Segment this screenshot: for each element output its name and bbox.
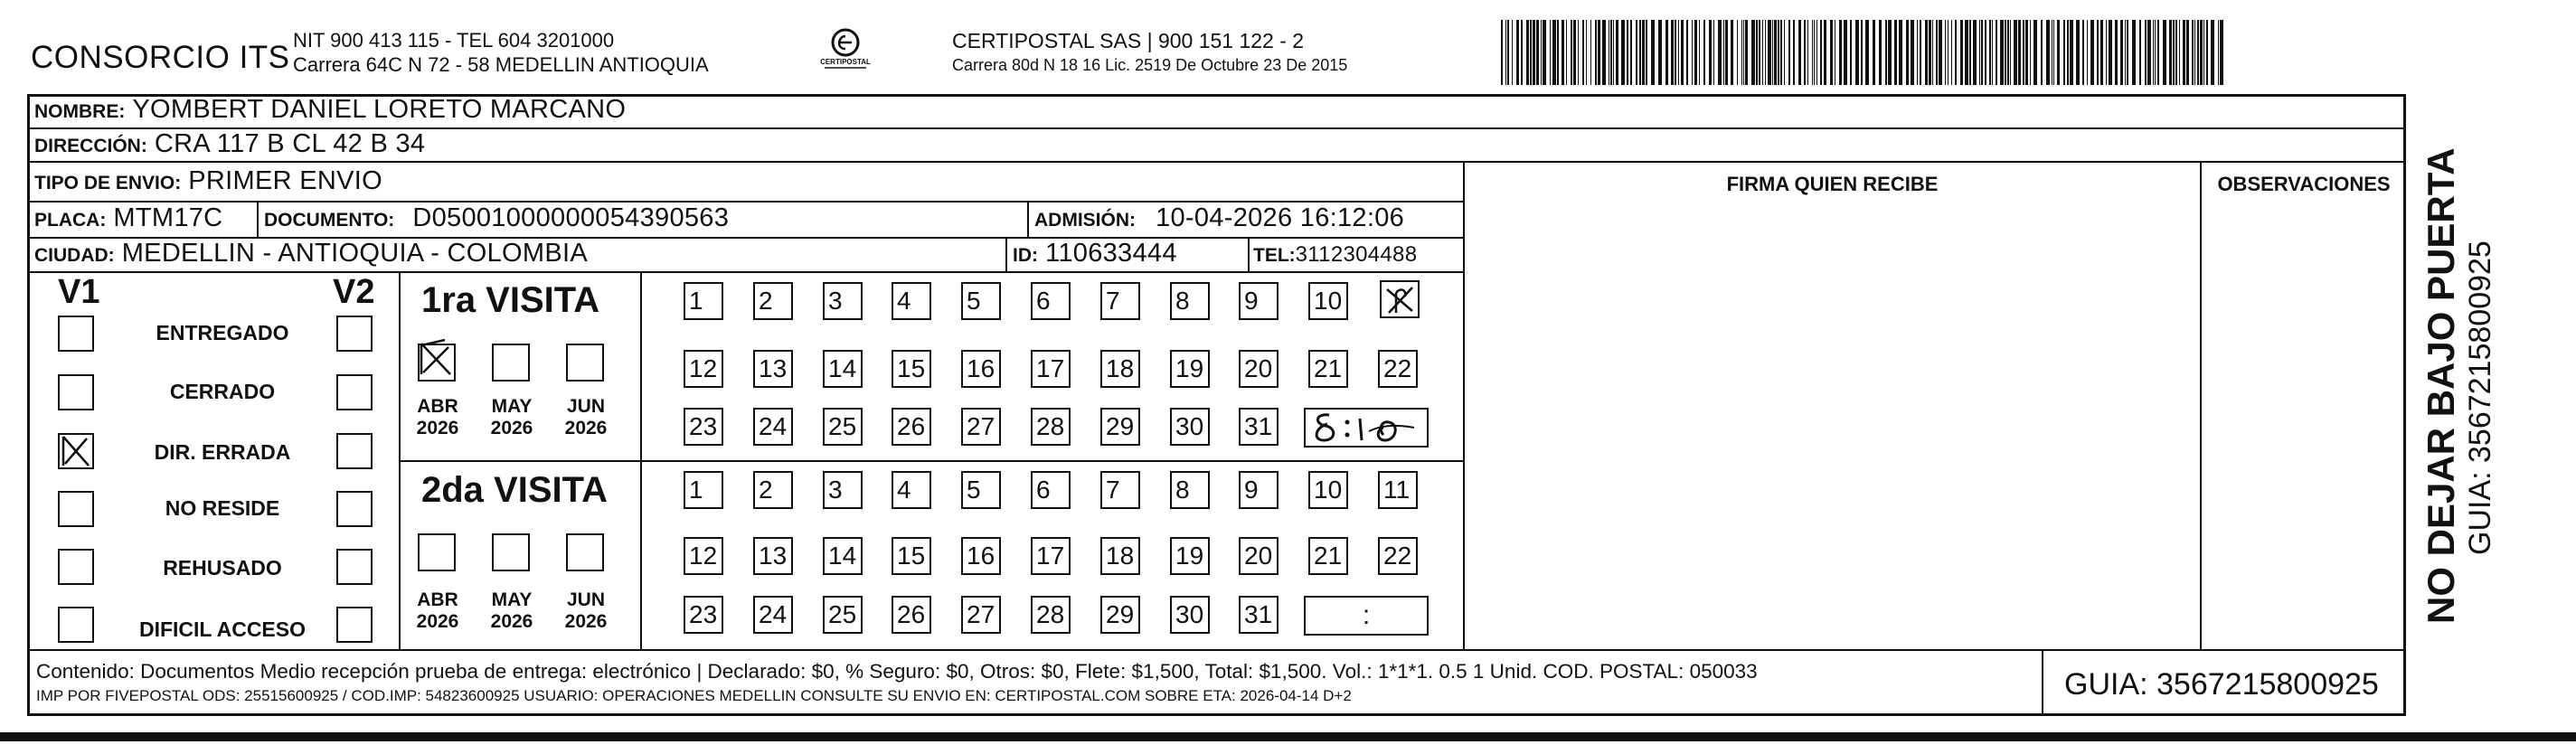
month-year: 2026 — [564, 418, 608, 438]
company-address-line: Carrera 64C N 72 - 58 MEDELLIN ANTIOQUIA — [293, 53, 709, 76]
day-4-checkbox[interactable]: 4 — [892, 471, 931, 509]
day-30-checkbox[interactable]: 30 — [1170, 596, 1210, 634]
visit-2-month-label-abr — [409, 589, 467, 633]
status-label-dir-errada: DIR. ERRADA — [154, 440, 291, 464]
month-year: 2026 — [416, 611, 459, 632]
v2-checkbox-rehusado[interactable] — [336, 549, 373, 585]
visit-1-month-label-jun — [557, 396, 615, 439]
name-label: NOMBRE: — [34, 101, 126, 122]
day-23-checkbox[interactable]: 23 — [684, 596, 723, 634]
month-name: MAY — [491, 396, 533, 417]
day-24-checkbox[interactable]: 24 — [753, 408, 793, 446]
day-9-checkbox[interactable]: 9 — [1239, 282, 1279, 320]
side-guia-number: GUIA: 3567215800925 — [2463, 240, 2497, 555]
day-8-checkbox[interactable]: 8 — [1170, 282, 1210, 320]
day-15-checkbox[interactable]: 15 — [892, 537, 931, 575]
v1-checkbox-cerrado[interactable] — [58, 374, 94, 410]
footer-guia-number: GUIA: 3567215800925 — [2064, 667, 2379, 702]
visit-2-month-label-may — [483, 589, 541, 633]
day-17-checkbox[interactable]: 17 — [1031, 350, 1071, 388]
day-14-checkbox[interactable]: 14 — [823, 537, 863, 575]
id-value: 110633444 — [1045, 239, 1177, 268]
day-6-checkbox[interactable]: 6 — [1031, 282, 1071, 320]
visit-2-month-label-jun — [557, 589, 615, 633]
v2-checkbox-no-reside[interactable] — [336, 491, 373, 527]
visit-2-time-box[interactable]: : — [1304, 596, 1429, 636]
day-27-checkbox[interactable]: 27 — [961, 408, 1001, 446]
month-name: JUN — [566, 589, 605, 610]
v1-checkbox-dir-errada[interactable] — [58, 433, 94, 469]
day-1-checkbox[interactable]: 1 — [684, 282, 723, 320]
handwritten-time-icon — [1306, 410, 1427, 446]
day-31-checkbox[interactable]: 31 — [1239, 408, 1279, 446]
visit-2-month-checkbox-may[interactable] — [492, 533, 530, 571]
day-22-checkbox[interactable]: 22 — [1378, 350, 1418, 388]
day-19-checkbox[interactable]: 19 — [1170, 350, 1210, 388]
footer-print-line: IMP POR FIVEPOSTAL ODS: 25515600925 / COD.IMP: 54823600925 USUARIO: OPERACIONES MEDELLIN CONSULTE SU ENVIO EN: CERTIPOSTAL.COM SOBRE ETA: 2026-04-14 D+2 — [36, 687, 1352, 704]
visit-1-month-checkbox-jun[interactable] — [566, 344, 604, 382]
day-2-checkbox[interactable]: 2 — [753, 471, 793, 509]
plate-label: PLACA: — [34, 210, 107, 231]
id-field — [1013, 239, 1177, 269]
tel-field — [1253, 242, 1417, 268]
day-22-checkbox[interactable]: 22 — [1378, 537, 1418, 575]
visit-2-month-checkbox-jun[interactable] — [566, 533, 604, 571]
signature-column-header: FIRMA QUIEN RECIBE — [1726, 173, 1939, 195]
day-15-checkbox[interactable]: 15 — [892, 350, 931, 388]
visit-1-month-checkbox-abr[interactable] — [418, 344, 456, 382]
v1-checkbox-dificil-acceso[interactable] — [58, 607, 94, 643]
day-10-checkbox[interactable]: 10 — [1308, 282, 1348, 320]
month-year: 2026 — [416, 418, 459, 438]
admission-field — [1034, 203, 1404, 233]
address-value: CRA 117 B CL 42 B 34 — [154, 129, 426, 158]
day-12-checkbox[interactable]: 12 — [684, 537, 723, 575]
city-value: MEDELLIN - ANTIOQUIA - COLOMBIA — [121, 239, 589, 268]
tel-label: TEL: — [1253, 245, 1296, 266]
day-20-checkbox[interactable]: 20 — [1239, 350, 1279, 388]
v2-header: V2 — [333, 273, 375, 311]
month-name: JUN — [566, 396, 605, 417]
day-26-checkbox[interactable]: 26 — [892, 596, 931, 634]
document-field — [264, 203, 729, 233]
tel-value: 3112304488 — [1295, 242, 1418, 267]
day-1-checkbox[interactable]: 1 — [684, 471, 723, 509]
visit-1-month-checkbox-may[interactable] — [492, 344, 530, 382]
day-11-checkbox[interactable]: 11 — [1378, 471, 1418, 509]
day-24-checkbox[interactable]: 24 — [753, 596, 793, 634]
type-field — [34, 166, 382, 196]
visit-1-month-label-may — [483, 396, 541, 439]
day-19-checkbox[interactable]: 19 — [1170, 537, 1210, 575]
month-name: MAY — [491, 589, 533, 610]
company-nit-line: NIT 900 413 115 - TEL 604 3201000 — [293, 29, 615, 52]
month-year: 2026 — [564, 611, 608, 632]
visit-1-month-label-abr — [409, 396, 467, 439]
status-label-rehusado: REHUSADO — [163, 556, 282, 580]
carrier-name-line: CERTIPOSTAL SAS | 900 151 122 - 2 — [952, 29, 1305, 52]
admission-label: ADMISIÓN: — [1034, 210, 1136, 231]
day-29-checkbox[interactable]: 29 — [1100, 596, 1140, 634]
day-18-checkbox[interactable]: 18 — [1100, 537, 1140, 575]
day-21-checkbox[interactable]: 21 — [1308, 350, 1348, 388]
status-label-cerrado: CERRADO — [169, 380, 276, 403]
month-name: ABR — [417, 396, 458, 417]
name-field — [34, 95, 626, 125]
logo-text: CERTIPOSTAL — [820, 58, 871, 66]
address-field — [34, 129, 425, 159]
visit-1-time-box[interactable] — [1304, 408, 1429, 448]
v1-checkbox-entregado[interactable] — [58, 316, 94, 352]
day-7-checkbox[interactable]: 7 — [1100, 282, 1140, 320]
day-14-checkbox[interactable]: 14 — [823, 350, 863, 388]
day-5-checkbox[interactable]: 5 — [961, 282, 1001, 320]
day-29-checkbox[interactable]: 29 — [1100, 408, 1140, 446]
v1-checkbox-no-reside[interactable] — [58, 491, 94, 527]
admission-value: 10-04-2026 16:12:06 — [1156, 203, 1405, 232]
day-13-checkbox[interactable]: 13 — [753, 537, 793, 575]
document-value: D05001000000054390563 — [412, 203, 730, 232]
day-5-checkbox[interactable]: 5 — [961, 471, 1001, 509]
day-20-checkbox[interactable]: 20 — [1239, 537, 1279, 575]
day-10-checkbox[interactable]: 10 — [1308, 471, 1348, 509]
carrier-license-line: Carrera 80d N 18 16 Lic. 2519 De Octubre 23 De 2015 — [952, 56, 1348, 74]
day-25-checkbox[interactable]: 25 — [823, 408, 863, 446]
status-label-entregado: ENTREGADO — [156, 321, 289, 344]
city-label: CIUDAD: — [34, 245, 115, 266]
month-year: 2026 — [490, 418, 533, 438]
day-7-checkbox[interactable]: 7 — [1100, 471, 1140, 509]
day-12-checkbox[interactable]: 12 — [684, 350, 723, 388]
type-value: PRIMER ENVIO — [188, 166, 382, 195]
city-field — [34, 239, 588, 269]
v1-checkbox-rehusado[interactable] — [58, 549, 94, 585]
status-label-dificil-acceso: DIFICIL ACCESO — [138, 617, 306, 641]
v2-checkbox-dir-errada[interactable] — [336, 433, 373, 469]
day-31-checkbox[interactable]: 31 — [1239, 596, 1279, 634]
day-18-checkbox[interactable]: 18 — [1100, 350, 1140, 388]
side-warning: NO DEJAR BAJO PUERTA — [2420, 147, 2462, 624]
day-23-checkbox[interactable]: 23 — [684, 408, 723, 446]
visit-1-day-handwritten[interactable] — [1380, 280, 1420, 318]
month-name: ABR — [417, 589, 458, 610]
day-28-checkbox[interactable]: 28 — [1031, 408, 1071, 446]
carrier-info — [952, 28, 1347, 77]
observations-column-header: OBSERVACIONES — [2217, 173, 2391, 195]
check-mark-icon — [418, 338, 456, 376]
visit-1-title: 1ra VISITA — [421, 280, 600, 320]
day-6-checkbox[interactable]: 6 — [1031, 471, 1071, 509]
day-16-checkbox[interactable]: 16 — [961, 537, 1001, 575]
name-value: YOMBERT DANIEL LORETO MARCANO — [132, 95, 627, 124]
certipostal-logo — [814, 27, 877, 72]
check-mark-icon — [58, 433, 94, 469]
barcode-graphic — [1501, 20, 2227, 85]
v2-checkbox-dificil-acceso[interactable] — [336, 607, 373, 643]
visit-2-title: 2da VISITA — [421, 470, 608, 510]
status-label-no-reside: NO RESIDE — [165, 496, 280, 520]
plate-value: MTM17C — [113, 203, 223, 232]
day-3-checkbox[interactable]: 3 — [823, 471, 863, 509]
day-26-checkbox[interactable]: 26 — [892, 408, 931, 446]
footer-contents-line: Contenido: Documentos Medio recepción prueba de entrega: electrónico | Declarado: $0, % Seguro: $0, Otros: $0, Flete: $1,500, Total: $1,500. Vol.: 1*1*1. 0.5 1 Unid. COD. POSTAL: 050033 — [36, 660, 1758, 683]
day-27-checkbox[interactable]: 27 — [961, 596, 1001, 634]
day-13-checkbox[interactable]: 13 — [753, 350, 793, 388]
day-9-checkbox[interactable]: 9 — [1239, 471, 1279, 509]
document-label: DOCUMENTO: — [264, 210, 395, 231]
day-28-checkbox[interactable]: 28 — [1031, 596, 1071, 634]
v2-checkbox-cerrado[interactable] — [336, 374, 373, 410]
plate-field — [34, 203, 222, 233]
month-year: 2026 — [490, 611, 533, 632]
day-4-checkbox[interactable]: 4 — [892, 282, 931, 320]
day-2-checkbox[interactable]: 2 — [753, 282, 793, 320]
day-30-checkbox[interactable]: 30 — [1170, 408, 1210, 446]
day-16-checkbox[interactable]: 16 — [961, 350, 1001, 388]
barcode — [1501, 20, 2227, 85]
address-label: DIRECCIÓN: — [34, 136, 147, 156]
company-info — [293, 28, 709, 77]
v2-checkbox-entregado[interactable] — [336, 316, 373, 352]
id-label: ID: — [1013, 245, 1038, 266]
handwritten-mark-icon — [1380, 280, 1420, 318]
company-name: CONSORCIO ITS — [31, 40, 290, 75]
day-8-checkbox[interactable]: 8 — [1170, 471, 1210, 509]
day-17-checkbox[interactable]: 17 — [1031, 537, 1071, 575]
v1-header: V1 — [58, 273, 100, 311]
day-3-checkbox[interactable]: 3 — [823, 282, 863, 320]
visit-2-month-checkbox-abr[interactable] — [418, 533, 456, 571]
day-25-checkbox[interactable]: 25 — [823, 596, 863, 634]
day-21-checkbox[interactable]: 21 — [1308, 537, 1348, 575]
type-label: TIPO DE ENVIO: — [34, 173, 182, 193]
